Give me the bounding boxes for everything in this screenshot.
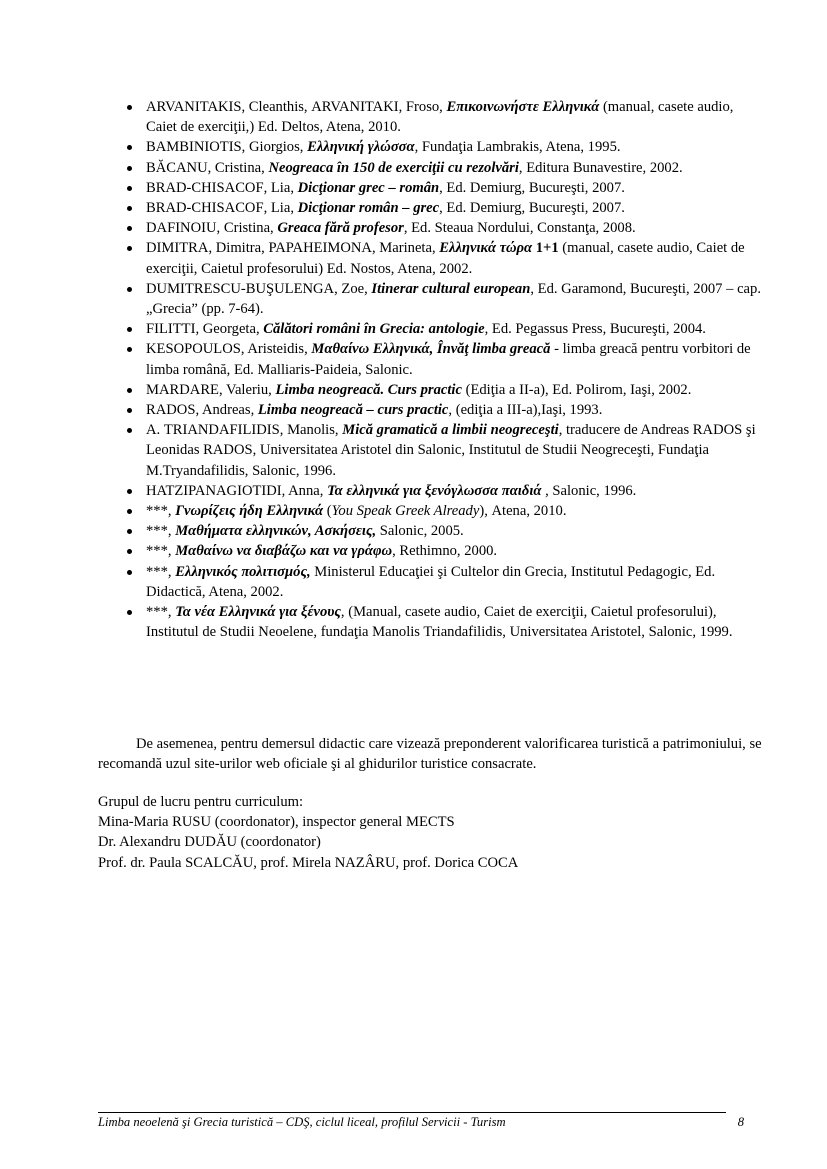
book-title: Ελληνικός πολιτισμός, xyxy=(175,563,311,580)
publication-details: , Editura Bunavestire, 2002. xyxy=(518,159,683,176)
author: TRIANDAFILIDIS xyxy=(163,422,280,439)
author: DUMITRESCU-BUŞULENGA xyxy=(146,280,335,297)
bibliography-item xyxy=(122,178,762,198)
book-title: Limba neogreacă – curs practic xyxy=(257,402,449,419)
author-details: , Cristina, xyxy=(216,220,278,237)
publication-details: , traducere de Andreas RADOS şi Leonidas RADOS, Universitatea Aristotel din Salonic, Institutul de Studii Neogreceşti, Fundaţia M.Tryandafilidis, Salonic, 1996. xyxy=(146,422,756,479)
bibliography-item xyxy=(122,481,762,501)
working-group-member: Prof. dr. Paula SCALCĂU, prof. Mirela NAZÂRU, prof. Dorica COCA xyxy=(98,854,519,871)
book-title: Itinerar cultural european xyxy=(371,280,531,297)
publication-details: , Rethimno, 2000. xyxy=(392,543,498,560)
author: ARVANITAKIS xyxy=(146,99,242,115)
author: ARVANITAKI xyxy=(311,99,399,115)
book-title: Μαθαίνω Ελληνικά, Învăţ limba greacă xyxy=(311,341,551,358)
publication-details: , Ed. Garamond, Bucureşti, 2007 – cap. „Grecia” (pp. 7-64). xyxy=(146,280,761,318)
book-title: Επικοινωνήστε Ελληνικά xyxy=(446,99,600,115)
author-details: , Georgeta, xyxy=(195,321,264,338)
bibliography-item xyxy=(122,602,762,642)
author: FILITTI xyxy=(146,321,196,338)
working-group-heading: Grupul de lucru pentru curriculum: xyxy=(98,794,304,810)
bibliography-item xyxy=(122,420,762,481)
book-title: Limba neogreacă. Curs practic xyxy=(275,381,462,398)
publication-details-pre: ( xyxy=(323,503,332,520)
author: DIMITRA xyxy=(146,240,209,257)
working-group-member: Mina-Maria RUSU (coordonator), inspector general MECTS xyxy=(98,814,455,831)
author-prefix: ***, xyxy=(146,604,176,621)
author-details: , Cristina, xyxy=(207,159,269,176)
bibliography-item xyxy=(122,198,762,218)
book-title: Neogreaca în 150 de exerciţii cu rezolvări xyxy=(268,159,519,176)
book-title: Ελληνική γλώσσα xyxy=(307,139,415,156)
book-title: Dicţionar grec – român xyxy=(297,179,440,196)
publication-details: ), Atena, 2010. xyxy=(479,503,567,520)
working-group-member: Dr. Alexandru DUDĂU (coordonator) xyxy=(98,834,321,851)
author: MARDARE xyxy=(146,381,219,398)
book-title: Greaca fără profesor xyxy=(277,220,404,237)
bibliography-item xyxy=(122,380,762,400)
bibliography-item xyxy=(122,319,762,339)
author-details: , Dimitra, xyxy=(208,240,269,257)
page-number: 8 xyxy=(737,1115,744,1129)
author-details: , Manolis, xyxy=(279,422,343,439)
bibliography-item xyxy=(122,562,762,602)
bibliography-item xyxy=(122,158,762,178)
publication-details: - limba greacă pentru vorbitori de limba română, Ed. Malliaris-Paideia, Salonic. xyxy=(146,341,751,378)
footer-divider xyxy=(98,1112,726,1113)
bibliography-item xyxy=(122,137,762,157)
author-prefix: A. xyxy=(146,422,164,439)
recommendation-paragraph: De asemenea, pentru demersul didactic care vizează preponderent valorificarea turistică a patrimoniului, se recomandă uzul site-urilor web oficiale şi al ghidurilor turistice consacrate. xyxy=(98,736,762,773)
book-title: Călători români în Grecia: antologie xyxy=(263,321,485,338)
publication-details: , (Manual, casete audio, Caiet de exerciţii, Caietul profesorului), Institutul de Studii Neoelene, fundaţia Manolis Triandafilidis, Universitatea Aristotel, Salonic, 1999. xyxy=(146,604,733,641)
publication-details: , Ed. Demiurg, Bucureşti, 2007. xyxy=(439,179,625,196)
bibliography-item xyxy=(122,97,762,137)
author-details: , Valeriu, xyxy=(218,381,276,398)
bibliography-item xyxy=(122,501,762,521)
book-title: Μαθαίνω να διαβάζω και να γράφω xyxy=(175,543,393,560)
author: RADOS xyxy=(146,402,196,419)
publication-details: , Ed. Pegassus Press, Bucureşti, 2004. xyxy=(484,321,706,338)
author-prefix: ***, xyxy=(146,543,176,560)
book-title: Μαθήματα ελληνικών, Ασκήσεις, xyxy=(175,523,377,540)
author: DAFINOIU xyxy=(146,220,217,237)
author: BRAD-CHISACOF xyxy=(146,200,264,217)
publication-details: , Ed. Steaua Nordului, Constanţa, 2008. xyxy=(403,220,636,237)
publication-details: , Salonic, 1996. xyxy=(541,482,637,499)
author: PAPAHEIMONA xyxy=(268,240,372,257)
author-details: , Lia, xyxy=(263,179,298,196)
bibliography-item xyxy=(122,541,762,561)
author-details: , Lia, xyxy=(263,200,298,217)
footer-title: Limba neoelenă şi Grecia turistică – CDŞ, ciclul liceal, profilul Servicii - Turism xyxy=(98,1115,506,1129)
book-title: Dicţionar român – grec xyxy=(297,200,440,217)
author-prefix: ***, xyxy=(146,503,176,520)
author-details: , Zoe, xyxy=(334,280,372,297)
bibliography-list xyxy=(122,97,762,642)
author: KESOPOULOS xyxy=(146,341,241,358)
book-title: Ελληνικά τώρα xyxy=(439,240,533,257)
bibliography-item xyxy=(122,521,762,541)
bibliography-item xyxy=(122,339,762,379)
working-group xyxy=(98,792,766,873)
author-details: , Giorgios, xyxy=(241,139,308,156)
author: BRAD-CHISACOF xyxy=(146,179,264,196)
publication-details: , (ediţia a III-a),Iaşi, 1993. xyxy=(448,402,603,419)
book-title: Γνωρίζεις ήδη Ελληνικά xyxy=(175,503,324,520)
author-details: , Cleanthis, xyxy=(241,99,312,115)
english-title: You Speak Greek Already xyxy=(331,503,480,520)
book-title: Mică gramatică a limbii neogreceşti xyxy=(342,422,559,439)
publication-details: , Fundaţia Lambrakis, Atena, 1995. xyxy=(414,139,621,156)
bibliography-item xyxy=(122,218,762,238)
book-title-suffix: 1+1 xyxy=(532,240,559,257)
book-title: Τα νέα Ελληνικά για ξένους xyxy=(175,604,341,621)
author: BAMBINIOTIS xyxy=(146,139,242,156)
author: BĂCANU xyxy=(146,159,208,176)
author-details: , Andreas, xyxy=(195,402,258,419)
author-details: , Froso, xyxy=(398,99,447,115)
author-prefix: ***, xyxy=(146,563,176,580)
publication-details: (manual, casete audio, Caiet de exerciţii,) Ed. Deltos, Atena, 2010. xyxy=(146,99,734,136)
author-details: , Aristeidis, xyxy=(240,341,312,358)
bibliography-item xyxy=(122,279,762,319)
author-details: , Anna, xyxy=(281,482,328,499)
author-prefix: ***, xyxy=(146,523,176,540)
author-details: , Marineta, xyxy=(371,240,440,257)
bibliography-item xyxy=(122,238,762,278)
book-title: Τα ελληνικά για ξενόγλωσσα παιδιά xyxy=(327,482,542,499)
author: HATZIPANAGIOTIDI xyxy=(146,482,282,499)
publication-details: (Ediţia a II-a), Ed. Polirom, Iaşi, 2002. xyxy=(461,381,692,398)
publication-details: Salonic, 2005. xyxy=(376,523,464,540)
publication-details: (manual, casete audio, Caiet de exerciţii, Caietul profesorului) Ed. Nostos, Atena, 2002. xyxy=(146,240,745,277)
bibliography-item xyxy=(122,400,762,420)
publication-details: Ministerul Educaţiei şi Cultelor din Grecia, Institutul Pedagogic, Ed. Didactică, Atena, 2002. xyxy=(146,563,716,600)
publication-details: , Ed. Demiurg, Bucureşti, 2007. xyxy=(439,200,625,217)
